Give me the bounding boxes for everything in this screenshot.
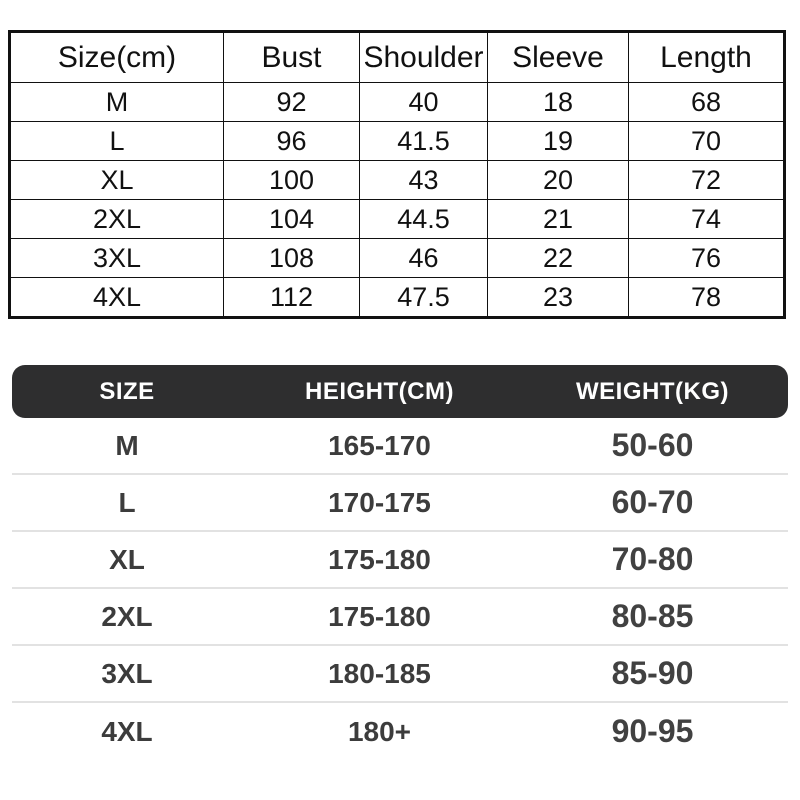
size-cell: 4XL [10,278,224,318]
size-cell: XL [109,543,145,575]
bust-cell: 108 [224,239,360,278]
size-cell: 2XL [10,200,224,239]
size-cell: M [115,429,139,461]
shoulder-cell: 44.5 [360,200,488,239]
table-row [12,703,788,760]
sleeve-cell: 22 [488,239,629,278]
size-cell: 2XL [101,600,153,632]
fit-table [12,418,788,760]
height-cell: 175-180 [328,600,431,632]
shoulder-cell: 43 [360,161,488,200]
bust-cell: 104 [224,200,360,239]
table-header-row [10,32,785,83]
sleeve-cell: 21 [488,200,629,239]
sleeve-cell: 20 [488,161,629,200]
size-cell: 3XL [10,239,224,278]
length-cell: 70 [629,122,785,161]
column-header-bust: Bust [224,32,360,83]
weight-cell: 70-80 [611,541,694,577]
bust-cell: 96 [224,122,360,161]
column-header-size: SIZE [99,377,155,405]
sleeve-cell: 19 [488,122,629,161]
bust-cell: 112 [224,278,360,318]
weight-cell: 85-90 [611,655,694,691]
table-row [10,278,785,318]
size-cell: L [118,486,136,518]
bust-cell: 100 [224,161,360,200]
shoulder-cell: 47.5 [360,278,488,318]
garment-measurements-table [8,30,786,319]
table-row [12,532,788,589]
height-cell: 170-175 [328,486,431,518]
table-row [10,122,785,161]
table-row [12,589,788,646]
table-row [10,83,785,122]
table-row [12,646,788,703]
column-header-height: HEIGHT(CM) [305,377,454,405]
shoulder-cell: 40 [360,83,488,122]
shoulder-cell: 41.5 [360,122,488,161]
length-cell: 68 [629,83,785,122]
size-cell: M [10,83,224,122]
weight-cell: 60-70 [611,484,694,520]
sleeve-cell: 18 [488,83,629,122]
table-row [10,200,785,239]
column-header-length: Length [629,32,785,83]
weight-cell: 50-60 [611,427,694,463]
column-header-shoulder: Shoulder [360,32,488,83]
sleeve-cell: 23 [488,278,629,318]
column-header-sleeve: Sleeve [488,32,629,83]
length-cell: 76 [629,239,785,278]
table-row [12,418,788,475]
table-row [10,239,785,278]
length-cell: 72 [629,161,785,200]
weight-cell: 80-85 [611,598,694,634]
size-cell: 3XL [101,657,153,689]
column-header-weight: WEIGHT(KG) [576,377,729,405]
table-row [12,475,788,532]
column-header-size: Size(cm) [10,32,224,83]
length-cell: 78 [629,278,785,318]
height-cell: 180-185 [328,657,431,689]
weight-cell: 90-95 [611,713,694,749]
size-cell: XL [10,161,224,200]
size-cell: 4XL [101,715,153,747]
size-cell: L [10,122,224,161]
height-cell: 180+ [347,715,412,747]
length-cell: 74 [629,200,785,239]
fit-table-header [12,365,788,418]
height-cell: 165-170 [328,429,431,461]
height-cell: 175-180 [328,543,431,575]
bust-cell: 92 [224,83,360,122]
shoulder-cell: 46 [360,239,488,278]
table-row [10,161,785,200]
